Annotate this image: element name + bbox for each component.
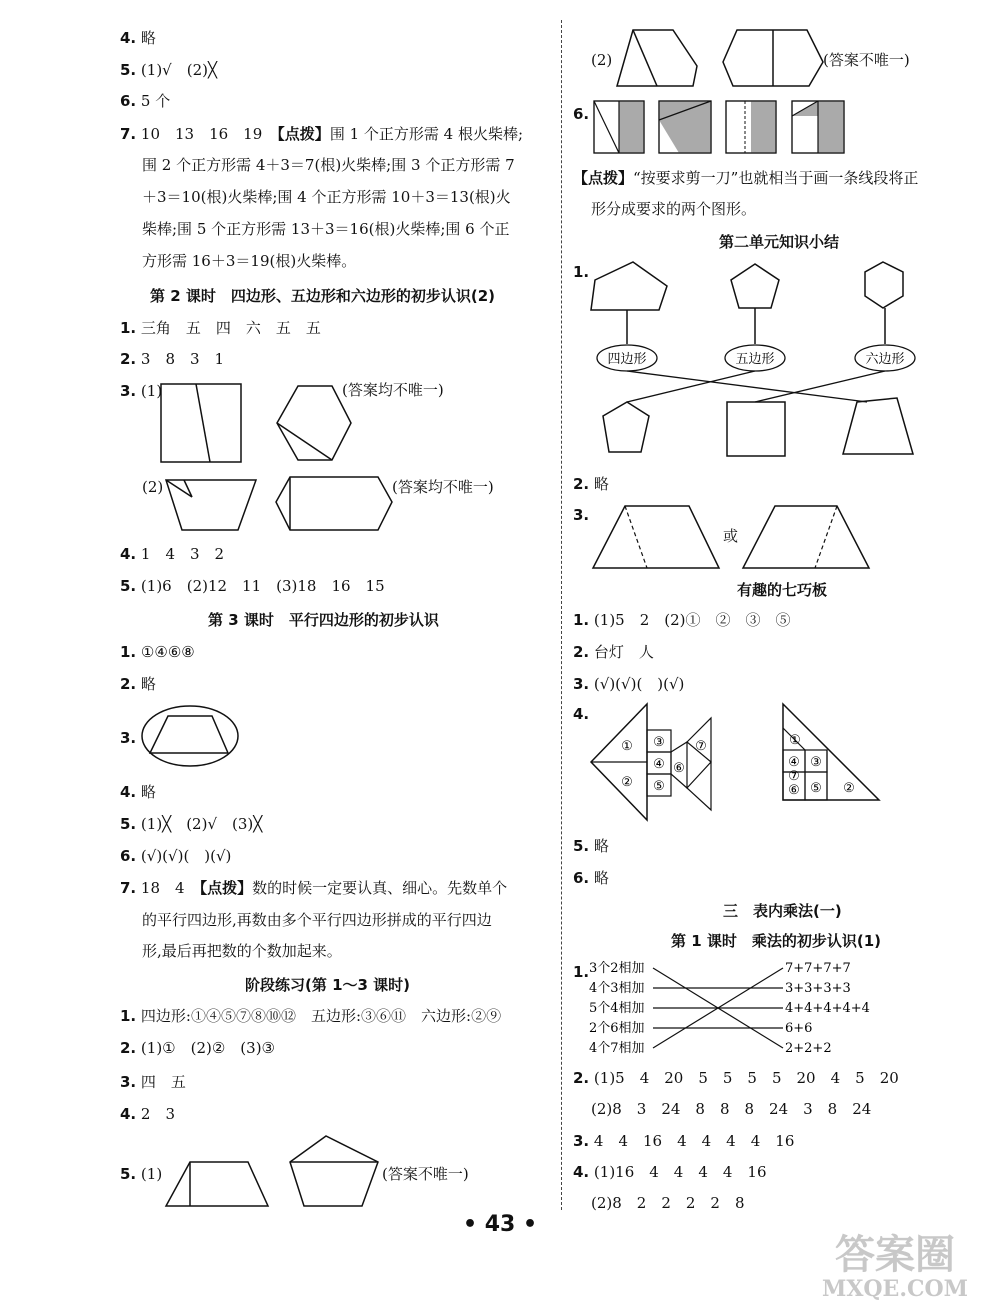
stage-answer-1: 1. 四边形:①④⑤⑦⑧⑩⑫ 五边形:③⑥⑪ 六边形:②⑨ <box>120 1007 502 1025</box>
unit3-title: 三 表内乘法(一) <box>723 902 842 920</box>
tip-line-2: 形分成要求的两个图形。 <box>591 200 757 218</box>
polygon-matching-figure <box>587 258 927 468</box>
piece-2: ② <box>621 775 633 790</box>
match-left-2: 4个3相加 <box>589 981 645 996</box>
svg-text:答案圈: 答案圈 <box>835 1231 955 1278</box>
tangram-answer-6: 6. 略 <box>573 869 609 887</box>
piece-6: ⑥ <box>673 761 685 776</box>
match-right-1: 7+7+7+7 <box>785 961 851 976</box>
lesson3-answer-2: 2. 略 <box>120 675 156 693</box>
matching-lines-figure <box>589 958 889 1064</box>
piece-7: ⑦ <box>695 739 707 754</box>
or-label: 或 <box>723 527 739 545</box>
summary-answer-3: 3. <box>573 506 590 524</box>
lesson3-answer-7-line: 的平行四边形,再数由多个平行四边形拼成的平行四边 <box>142 911 492 929</box>
lesson3-answer-4: 4. 略 <box>120 783 156 801</box>
lesson2-answer-2: 2. 3 8 3 1 <box>120 350 225 368</box>
ellipse-trapezoid-figure <box>140 703 240 769</box>
section-title-stage-practice: 阶段练习(第 1～3 课时) <box>245 976 411 994</box>
square-and-hexagon-figure <box>160 380 360 470</box>
section-title-lesson2: 第 2 课时 四边形、五边形和六边形的初步认识(2) <box>150 287 496 305</box>
piece-6: ⑥ <box>788 783 800 798</box>
page-number: • 43 • <box>462 1212 538 1237</box>
answer-7: 7. 10 13 16 19 【点拨】围 1 个正方形需 4 根火柴棒; <box>120 125 524 143</box>
match-right-2: 3+3+3+3 <box>785 981 851 996</box>
match-left-4: 2个6相加 <box>589 1021 645 1036</box>
answer-4: 4. 略 <box>120 29 156 47</box>
lesson3-answer-3: 3. <box>120 729 137 747</box>
unit3-answer-4-line2: (2)8 2 2 2 2 8 <box>591 1194 745 1212</box>
answer-6: 6. <box>573 105 590 123</box>
lesson2-answer-4: 4. 1 4 3 2 <box>120 545 225 563</box>
answer-7-line: 方形需 16＋3＝19(根)火柴棒。 <box>142 252 357 270</box>
match-left-1: 3个2相加 <box>589 961 645 976</box>
section-title-unit2-summary: 第二单元知识小结 <box>719 233 840 251</box>
match-right-4: 6+6 <box>785 1021 813 1036</box>
column-divider <box>561 20 563 1210</box>
cut-shapes-figure <box>613 22 833 90</box>
piece-4: ④ <box>788 755 800 770</box>
piece-1: ① <box>789 733 801 748</box>
tangram-answer-3: 3. (√)(√)( )(√) <box>573 675 685 693</box>
summary-answer-1: 1. <box>573 263 590 281</box>
match-right-5: 2+2+2 <box>785 1041 832 1056</box>
lesson3-answer-1: 1. ①④⑥⑧ <box>120 643 195 661</box>
match-left-5: 4个7相加 <box>589 1041 645 1056</box>
tangram-answer-2: 2. 台灯 人 <box>573 643 654 661</box>
unit3-answer-2-line2: (2)8 3 24 8 8 8 24 3 8 24 <box>591 1100 872 1118</box>
lesson2-answer-3-part2: (2) <box>142 478 164 496</box>
tag-quadrilateral: 四边形 <box>607 352 647 367</box>
tangram-answer-1: 1. (1)5 2 (2)① ② ③ ⑤ <box>573 611 791 629</box>
piece-7: ⑦ <box>788 769 800 784</box>
lesson2-answer-1: 1. 三角 五 四 六 五 五 <box>120 319 321 337</box>
note-answer-not-unique: (答案不唯一) <box>823 51 910 69</box>
stage-answer-3: 3. 四 五 <box>120 1073 186 1091</box>
piece-5: ⑤ <box>653 779 665 794</box>
note-answer-not-unique: (答案不唯一) <box>382 1165 469 1183</box>
section-title-lesson3: 第 3 课时 平行四边形的初步认识 <box>208 611 439 629</box>
lesson3-answer-6: 6. (√)(√)( )(√) <box>120 847 232 865</box>
piece-5: ⑤ <box>810 781 822 796</box>
unit3-answer-2: 2. (1)5 4 20 5 5 5 5 20 4 5 20 <box>573 1069 899 1087</box>
answer-5: 5. (1)√ (2)╳ <box>120 61 218 79</box>
stage-answer-4: 4. 2 3 <box>120 1105 176 1123</box>
unit3-lesson-title: 第 1 课时 乘法的初步认识(1) <box>671 932 882 950</box>
unit3-answer-4: 4. (1)16 4 4 4 4 16 <box>573 1163 767 1181</box>
match-left-3: 5个4相加 <box>589 1001 645 1016</box>
lesson2-answer-3: 3. (1) <box>120 382 163 400</box>
answer-7-line: 围 2 个正方形需 4＋3＝7(根)火柴棒;围 3 个正方形需 7 <box>142 156 515 174</box>
tangram-answer-5: 5. 略 <box>573 837 609 855</box>
tip-line-1: 【点拨】“按要求剪一刀”也就相当于画一条线段将正 <box>573 169 919 187</box>
note-answer-not-unique: (答案均不唯一) <box>392 478 494 496</box>
tag-pentagon: 五边形 <box>735 352 775 367</box>
tag-hexagon: 六边形 <box>865 352 905 367</box>
stage-answer-2: 2. (1)① (2)② (3)③ <box>120 1039 276 1057</box>
match-right-3: 4+4+4+4+4 <box>785 1001 870 1016</box>
lesson3-answer-5: 5. (1)╳ (2)√ (3)╳ <box>120 815 263 833</box>
summary-answer-2: 2. 略 <box>573 475 609 493</box>
lesson3-answer-7-line: 形,最后再把数的个数加起来。 <box>142 942 342 960</box>
piece-3: ③ <box>653 735 665 750</box>
lesson2-answer-5: 5. (1)6 (2)12 11 (3)18 16 15 <box>120 577 385 595</box>
svg-text:MXQE.COM: MXQE.COM <box>821 1276 969 1302</box>
cut-answer-part2: (2) <box>591 51 613 69</box>
piece-1: ① <box>621 739 633 754</box>
tangram-answer-4: 4. <box>573 705 590 723</box>
answer-6: 6. 5 个 <box>120 92 171 110</box>
trapezoid-and-pentagon-figure <box>160 1132 400 1210</box>
piece-4: ④ <box>653 757 665 772</box>
trapezoid-and-hexagon-figure <box>160 472 400 537</box>
answer-7-line: ＋3＝10(根)火柴棒;围 4 个正方形需 10＋3＝13(根)火 <box>142 188 511 206</box>
unit3-answer-3: 3. 4 4 16 4 4 4 4 16 <box>573 1132 795 1150</box>
note-answer-not-unique: (答案均不唯一) <box>342 381 444 399</box>
watermark-logo <box>800 1222 990 1302</box>
piece-3: ③ <box>810 755 822 770</box>
stage-answer-5: 5. (1) <box>120 1165 163 1183</box>
shaded-squares-figure <box>593 100 853 154</box>
tangram-figures <box>587 700 887 825</box>
section-title-tangram: 有趣的七巧板 <box>737 581 828 599</box>
unit3-answer-1: 1. <box>573 963 590 981</box>
answer-7-line: 柴棒;围 5 个正方形需 13＋3＝16(根)火柴棒;围 6 个正 <box>142 220 510 238</box>
piece-2: ② <box>843 781 855 796</box>
lesson3-answer-7: 7. 18 4 【点拨】数的时候一定要认真、细心。先数单个 <box>120 879 508 897</box>
